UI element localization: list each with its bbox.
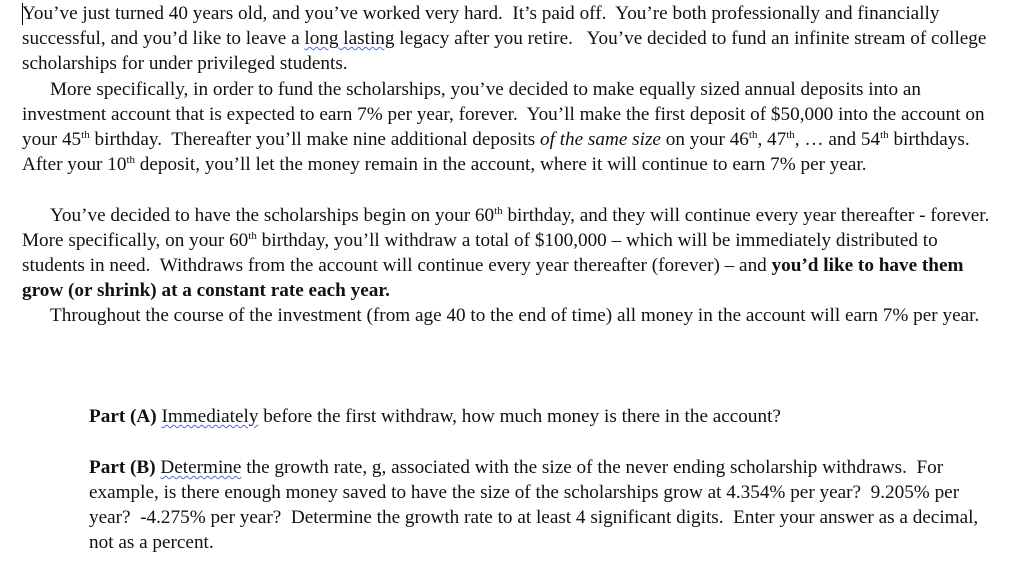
intro-text-2: legacy after you retire. You’ve decided to fund an infinite stream of college scholarships for under privileged students. bbox=[22, 28, 992, 74]
ordinal-suffix: th bbox=[126, 154, 135, 166]
withdrawals-bold-text: you’d like to have them grow (or shrink) at a constant rate each year. bbox=[22, 255, 969, 301]
part-a-question bbox=[89, 404, 989, 429]
ordinal-suffix: th bbox=[81, 129, 90, 141]
part-a-label: Part (A) bbox=[89, 406, 157, 427]
deposits-text-6: birthdays. After your 10 bbox=[22, 129, 983, 175]
ordinal-suffix: th bbox=[494, 205, 503, 217]
withdrawals-paragraph bbox=[22, 203, 997, 303]
spellcheck-word-long-lasting[interactable]: long lasting bbox=[304, 28, 395, 49]
part-b-label: Part (B) bbox=[89, 457, 156, 478]
deposits-text-3: on your 46 bbox=[660, 129, 749, 150]
spellcheck-word-determine[interactable]: Determine bbox=[160, 457, 242, 478]
deposits-text-4: , 47 bbox=[757, 129, 787, 150]
withdrawals-text-1: You’ve decided to have the scholarships begin on your 60 bbox=[50, 205, 495, 226]
deposits-italic-text: of the same size bbox=[539, 129, 661, 150]
rate-text: Throughout the course of the investment (from age 40 to the end of time) all money in the account will earn 7% per year. bbox=[50, 305, 980, 326]
deposits-text-7: deposit, you’ll let the money remain in the account, where it will continue to earn 7% per year. bbox=[135, 154, 867, 175]
deposits-text-2: birthday. Thereafter you’ll make nine additional deposits bbox=[89, 129, 540, 150]
deposits-paragraph bbox=[22, 77, 997, 177]
ordinal-suffix: th bbox=[880, 129, 889, 141]
withdrawals-text-3: birthday, you’ll withdraw a total of $100,000 – which will be immediately distributed to students in need. Withdraws from the account will continue every year thereafter (forever) – and bbox=[22, 230, 943, 276]
ordinal-suffix: th bbox=[748, 129, 758, 141]
withdrawals-text-2: birthday, and they will continue every year thereafter - forever. More specifically, on your 60 bbox=[22, 205, 999, 251]
part-a-text: before the first withdraw, how much money is there in the account? bbox=[258, 406, 781, 427]
ordinal-suffix: th bbox=[248, 230, 257, 242]
part-b-text: the growth rate, g, associated with the size of the never ending scholarship withdraws. For example, is there enough money saved to have the size of the scholarships grow at 4.354% per year? 9.205% per year? -4.275% per year? Determine the growth rate to at least 4 significant digits. Enter your answer as a decimal, not as a percent. bbox=[89, 457, 984, 553]
intro-text-1: You’ve just turned 40 years old, and you’ve worked very hard. It’s paid off. You’re both professionally and financially successful, and you’d like to leave a bbox=[22, 3, 945, 49]
intro-paragraph bbox=[22, 1, 997, 76]
spellcheck-word-immediately[interactable]: Immediately bbox=[161, 406, 259, 427]
part-b-question bbox=[89, 455, 989, 555]
deposits-text-5: , … and 54 bbox=[794, 129, 881, 150]
rate-paragraph bbox=[22, 303, 997, 328]
deposits-text-1: More specifically, in order to fund the scholarships, you’ve decided to make equally sized annual deposits into an investment account that is expected to earn 7% per year, forever. You’ll make the first deposit of $50,000 into the account on your 45 bbox=[22, 79, 990, 150]
ordinal-suffix: th bbox=[786, 129, 795, 141]
